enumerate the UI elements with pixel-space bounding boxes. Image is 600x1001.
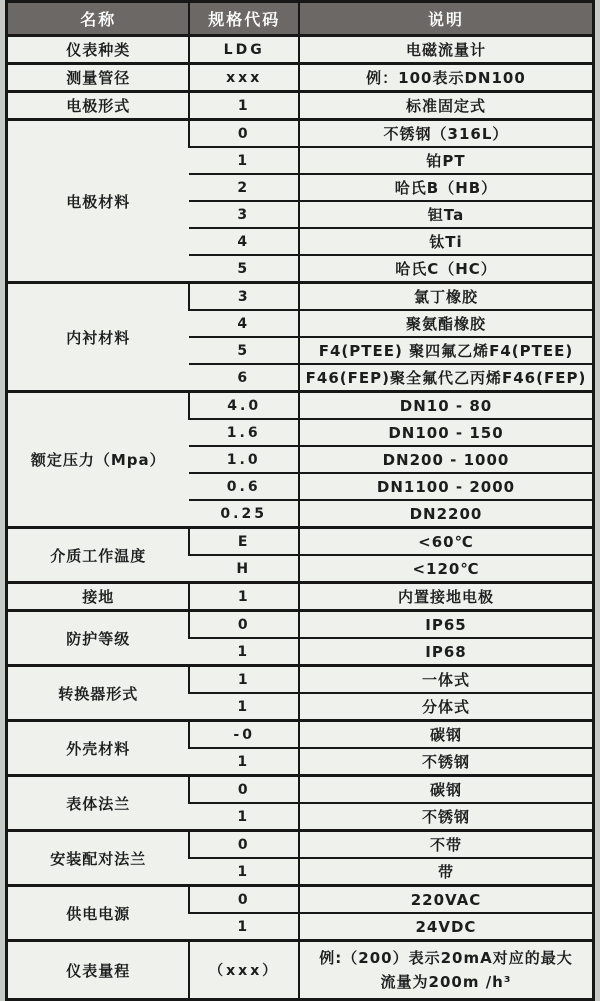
desc-cell: 氯丁橡胶 (299, 283, 594, 311)
code-cell: E (189, 528, 299, 556)
code-cell: 1 (189, 693, 299, 721)
code-cell: H (189, 555, 299, 583)
desc-cell: DN200 - 1000 (299, 446, 594, 473)
code-cell: xxx (189, 64, 299, 92)
code-cell: 6 (189, 364, 299, 392)
table-row (7, 666, 594, 694)
code-cell: 4 (189, 228, 299, 255)
header-desc: 说明 (299, 2, 594, 36)
group-name-cell: 内衬材料 (7, 283, 190, 392)
spec-table (5, 0, 595, 1001)
code-cell: 1 (189, 147, 299, 174)
code-cell: 1 (189, 803, 299, 831)
code-cell: -0 (189, 721, 299, 749)
desc-cell: 220VAC (299, 886, 594, 914)
group-name-cell: 电极材料 (7, 120, 190, 283)
table-row (7, 392, 594, 420)
table-row (7, 886, 594, 914)
code-cell: （xxx） (189, 941, 299, 1000)
code-cell: 0 (189, 776, 299, 804)
code-cell: 3 (189, 201, 299, 228)
table-row (7, 941, 594, 1000)
group-name-cell: 外壳材料 (7, 721, 190, 776)
desc-cell: 钽Ta (299, 201, 594, 228)
code-cell: 0 (189, 120, 299, 148)
desc-cell: 哈氏B（HB） (299, 174, 594, 201)
code-cell: 0 (189, 886, 299, 914)
desc-cell: 例：100表示DN100 (299, 64, 594, 92)
group-name-cell: 电极形式 (7, 92, 190, 120)
desc-cell: DN1100 - 2000 (299, 473, 594, 500)
desc-cell: 带 (299, 858, 594, 886)
desc-cell: 标准固定式 (299, 92, 594, 120)
code-cell: 2 (189, 174, 299, 201)
header-row (7, 2, 594, 36)
table-row (7, 611, 594, 639)
desc-cell: F46(FEP)聚全氟代乙丙烯F46(FEP) (299, 364, 594, 392)
desc-cell: <120℃ (299, 555, 594, 583)
desc-cell: 一体式 (299, 666, 594, 694)
code-cell: 1 (189, 748, 299, 776)
table-row (7, 283, 594, 311)
header-code: 规格代码 (189, 2, 299, 36)
code-cell: 1 (189, 583, 299, 611)
table-row (7, 64, 594, 92)
desc-cell: IP68 (299, 638, 594, 666)
desc-cell: 24VDC (299, 913, 594, 941)
code-cell: 5 (189, 255, 299, 283)
code-cell: 1.6 (189, 419, 299, 446)
code-cell: 1 (189, 666, 299, 694)
desc-cell: 内置接地电极 (299, 583, 594, 611)
desc-cell: 不锈钢 (299, 748, 594, 776)
code-cell: 0.6 (189, 473, 299, 500)
desc-cell: 例:（200）表示20mA对应的最大 流量为200m /h³ (299, 941, 594, 1000)
group-name-cell: 接地 (7, 583, 190, 611)
code-cell: 0 (189, 831, 299, 859)
desc-cell: 聚氨酯橡胶 (299, 310, 594, 337)
group-name-cell: 防护等级 (7, 611, 190, 666)
code-cell: 4 (189, 310, 299, 337)
desc-cell: 不锈钢 (299, 803, 594, 831)
code-cell: 1 (189, 858, 299, 886)
group-name-cell: 仪表种类 (7, 36, 190, 64)
group-name-cell: 额定压力（Mpa） (7, 392, 190, 528)
table-row (7, 721, 594, 749)
desc-cell: 碳钢 (299, 776, 594, 804)
desc-cell: 不带 (299, 831, 594, 859)
code-cell: 1 (189, 913, 299, 941)
group-name-cell: 介质工作温度 (7, 528, 190, 583)
table-row (7, 120, 594, 148)
group-name-cell: 供电电源 (7, 886, 190, 941)
code-cell: 1 (189, 638, 299, 666)
desc-cell: DN100 - 150 (299, 419, 594, 446)
desc-cell: 钛Ti (299, 228, 594, 255)
code-cell: 5 (189, 337, 299, 364)
desc-cell: 哈氏C（HC） (299, 255, 594, 283)
desc-cell: 铂PT (299, 147, 594, 174)
code-cell: 3 (189, 283, 299, 311)
code-cell: 1 (189, 92, 299, 120)
group-name-cell: 安装配对法兰 (7, 831, 190, 886)
table-row (7, 528, 594, 556)
desc-cell: 分体式 (299, 693, 594, 721)
group-name-cell: 转换器形式 (7, 666, 190, 721)
header-name: 名称 (7, 2, 190, 36)
group-name-cell: 表体法兰 (7, 776, 190, 831)
table-row (7, 831, 594, 859)
code-cell: 0 (189, 611, 299, 639)
table-row (7, 583, 594, 611)
code-cell: 4.0 (189, 392, 299, 420)
code-cell: 1.0 (189, 446, 299, 473)
desc-cell: 碳钢 (299, 721, 594, 749)
desc-cell: F4(PTEE) 聚四氟乙烯F4(PTEE) (299, 337, 594, 364)
table-row (7, 36, 594, 64)
desc-cell: DN10 - 80 (299, 392, 594, 420)
desc-cell: 不锈钢（316L） (299, 120, 594, 148)
table-row (7, 92, 594, 120)
group-name-cell: 测量管径 (7, 64, 190, 92)
desc-cell: 电磁流量计 (299, 36, 594, 64)
table-row (7, 776, 594, 804)
desc-cell: IP65 (299, 611, 594, 639)
group-name-cell: 仪表量程 (7, 941, 190, 1000)
code-cell: 0.25 (189, 500, 299, 528)
desc-cell: <60℃ (299, 528, 594, 556)
code-cell: LDG (189, 36, 299, 64)
desc-cell: DN2200 (299, 500, 594, 528)
